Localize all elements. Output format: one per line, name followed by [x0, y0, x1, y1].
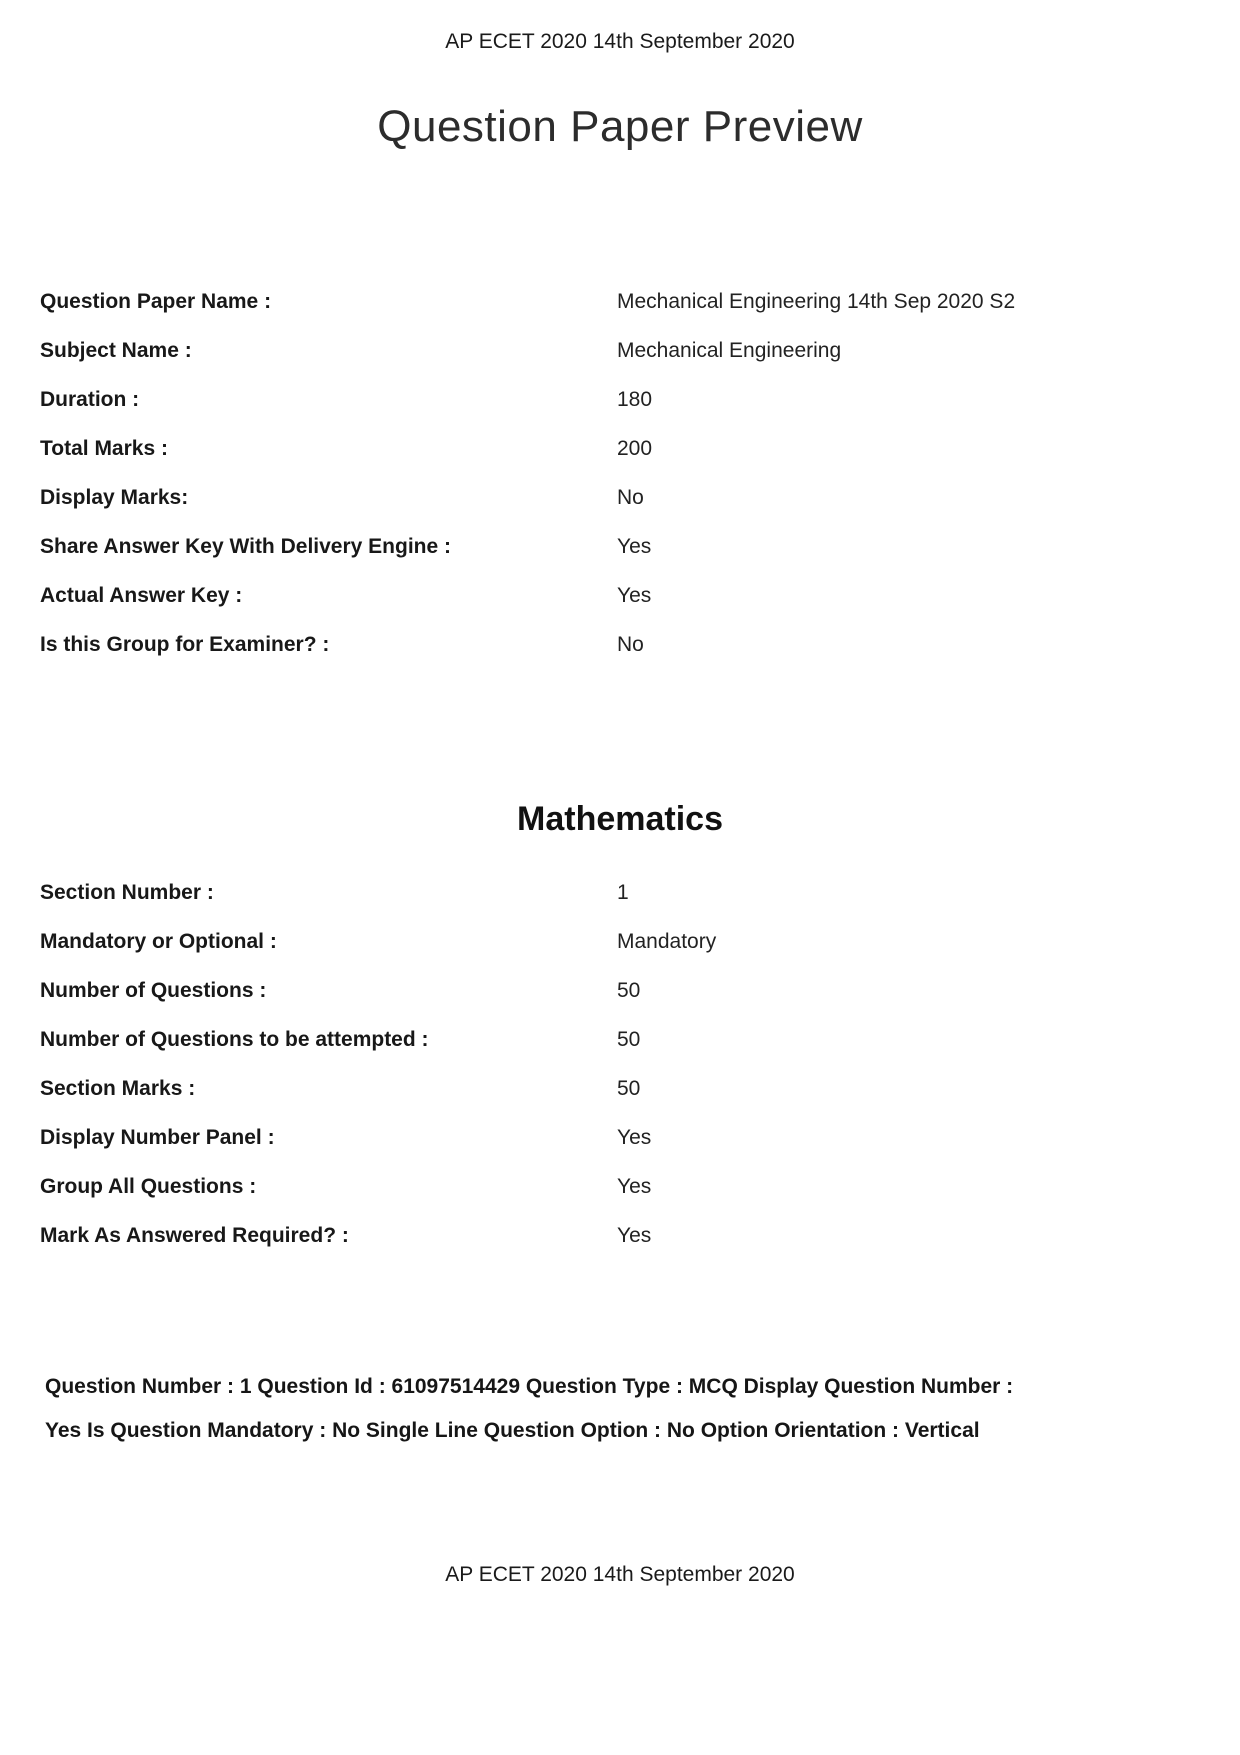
section-info-row: [40, 930, 1200, 979]
paper-info-row: [40, 535, 1200, 584]
paper-info-label: Duration :: [40, 388, 140, 411]
page-title: Question Paper Preview: [377, 102, 863, 151]
section-info-value: 50: [617, 1077, 641, 1100]
section-info-label: Section Number :: [40, 881, 214, 904]
paper-info-row: [40, 388, 1200, 437]
section-info-row: [40, 979, 1200, 1028]
section-info-label: Section Marks :: [40, 1077, 196, 1100]
paper-info-value: No: [617, 486, 644, 509]
section-info-row: [40, 1224, 1200, 1273]
paper-info-value: 200: [617, 437, 653, 460]
section-info-value: Mandatory: [617, 930, 717, 953]
section-info-value: Yes: [617, 1224, 652, 1247]
section-info-row: [40, 1077, 1200, 1126]
paper-info-value: Yes: [617, 584, 652, 607]
section-info-table: [40, 881, 1200, 1273]
section-info-label: Mark As Answered Required? :: [40, 1224, 349, 1247]
section-info-value: 50: [617, 1028, 641, 1051]
paper-info-row: [40, 486, 1200, 535]
section-info-value: Yes: [617, 1126, 652, 1149]
paper-info-row: [40, 437, 1200, 486]
paper-info-value: Mechanical Engineering 14th Sep 2020 S2: [617, 290, 1016, 313]
paper-info-row: [40, 290, 1200, 339]
paper-info-label: Display Marks:: [40, 486, 189, 509]
section-info-value: 1: [617, 881, 629, 904]
exam-title-header: AP ECET 2020 14th September 2020: [445, 30, 795, 53]
section-info-row: [40, 1126, 1200, 1175]
section-info-row: [40, 1028, 1200, 1077]
paper-info-label: Total Marks :: [40, 437, 168, 460]
paper-info-row: [40, 633, 1200, 682]
section-info-label: Display Number Panel :: [40, 1126, 275, 1149]
paper-info-label: Question Paper Name :: [40, 290, 272, 313]
section-info-label: Group All Questions :: [40, 1175, 257, 1198]
paper-info-label: Is this Group for Examiner? :: [40, 633, 330, 656]
paper-info-value: 180: [617, 388, 653, 411]
paper-info-value: Mechanical Engineering: [617, 339, 842, 362]
exam-title-footer: AP ECET 2020 14th September 2020: [445, 1563, 795, 1586]
paper-info-row: [40, 339, 1200, 388]
paper-info-row: [40, 584, 1200, 633]
section-info-value: 50: [617, 979, 641, 1002]
paper-info-label: Share Answer Key With Delivery Engine :: [40, 535, 451, 558]
paper-info-value: Yes: [617, 535, 652, 558]
section-info-row: [40, 1175, 1200, 1224]
question-metadata: Question Number : 1 Question Id : 61097514429 Question Type : MCQ Display Question Number : Yes Is Question Mandatory : No Single Line Question Option : No Option Orientation : Vertical: [45, 1375, 1014, 1442]
paper-info-value: No: [617, 633, 644, 656]
section-title: Mathematics: [517, 800, 723, 838]
section-info-label: Number of Questions to be attempted :: [40, 1028, 429, 1051]
section-info-value: Yes: [617, 1175, 652, 1198]
paper-info-table: [40, 290, 1200, 682]
section-info-label: Number of Questions :: [40, 979, 267, 1002]
paper-info-label: Subject Name :: [40, 339, 192, 362]
section-info-label: Mandatory or Optional :: [40, 930, 277, 953]
paper-info-label: Actual Answer Key :: [40, 584, 243, 607]
section-info-row: [40, 881, 1200, 930]
